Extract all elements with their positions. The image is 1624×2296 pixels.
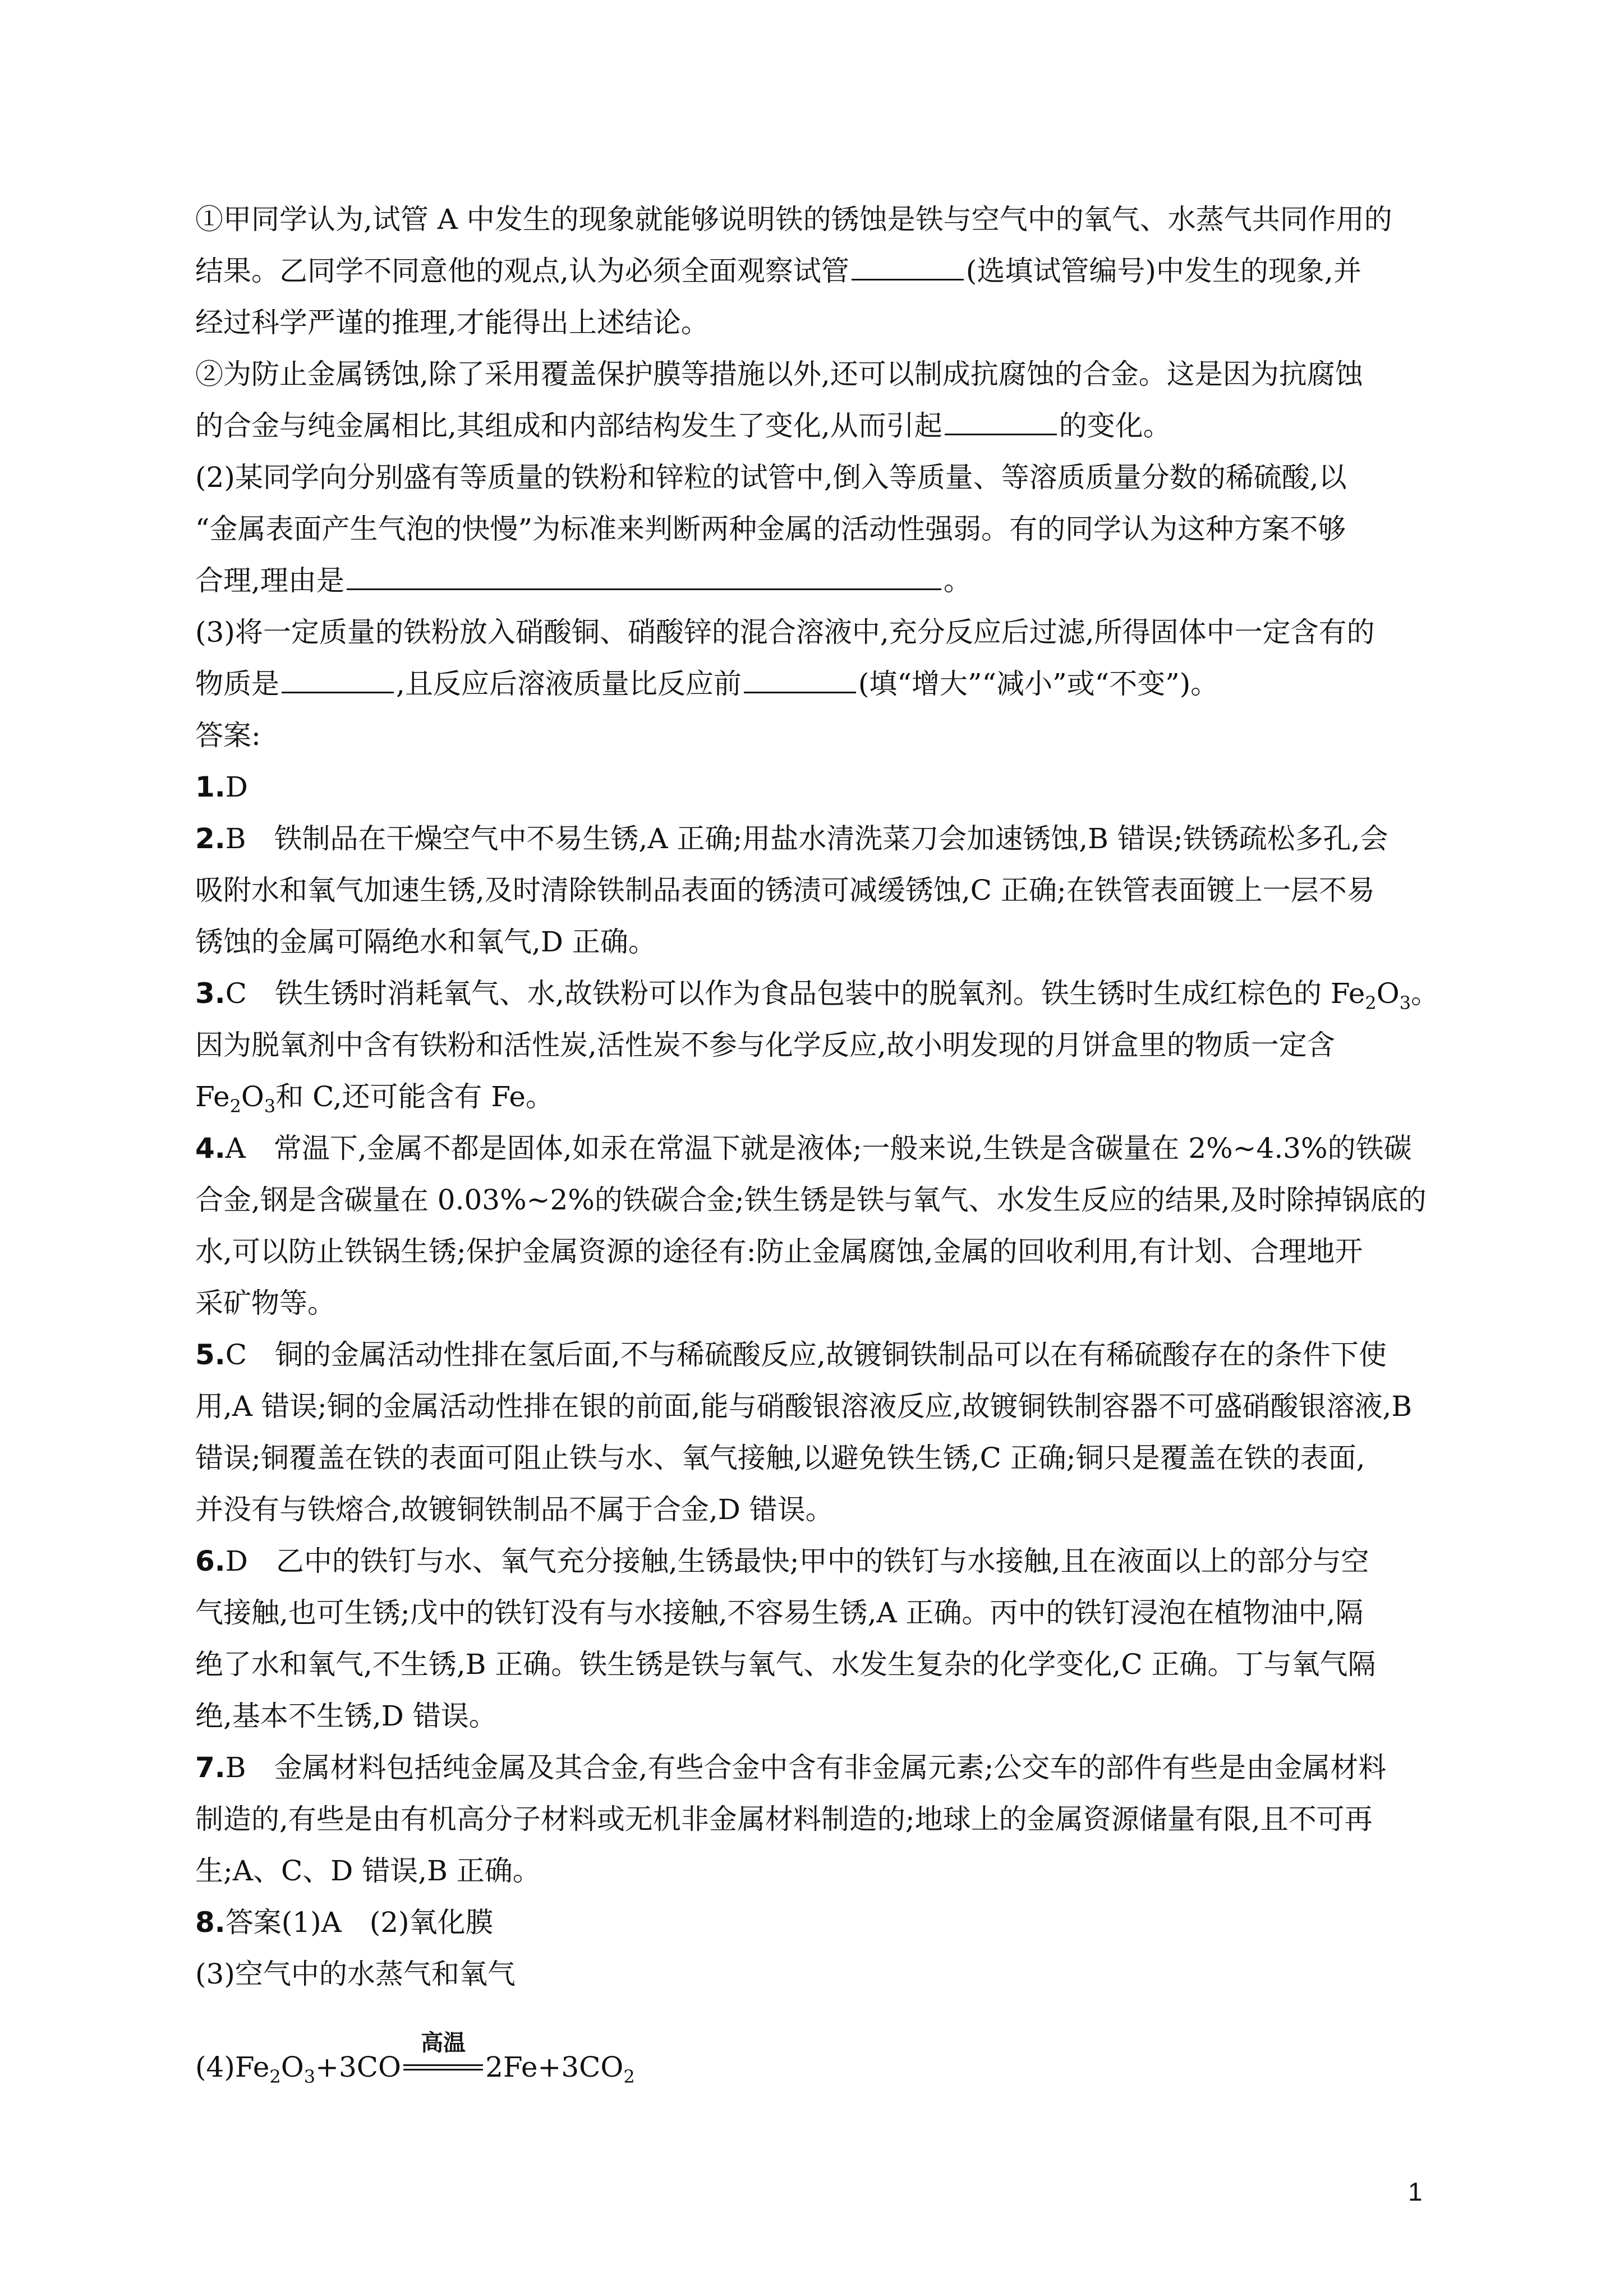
answer-6-line4: 绝,基本不生锈,D 错误。: [195, 1700, 497, 1732]
answer-5-line2: 用,A 错误;铜的金属活动性排在银的前面,能与硝酸银溶液反应,故镀铜铁制容器不可盛硝酸银溶液,B: [195, 1390, 1413, 1423]
answer-blank[interactable]: [852, 253, 964, 280]
q2-line2: “金属表面产生气泡的快慢”为标准来判断两种金属的活动性强弱。有的同学认为这种方案不够: [195, 513, 1346, 545]
document-body: [195, 194, 1446, 2106]
answer-8-line2: (3)空气中的水蒸气和氧气: [195, 1958, 516, 1990]
q3-line2: 物质是 ,且反应后溶液质量比反应前 (填“增大”“减小”或“不变”)。: [195, 658, 1446, 710]
answer-4-line1: 4.A 常温下,金属不都是固体,如汞在常温下就是液体;一般来说,生铁是含碳量在 2%~4.3%的铁碳: [195, 1132, 1412, 1165]
answer-2-line3: 锈蚀的金属可隔绝水和氧气,D 正确。: [195, 926, 656, 958]
q2-line1: (2)某同学向分别盛有等质量的铁粉和锌粒的试管中,倒入等质量、等溶质质量分数的稀硫酸,以: [195, 461, 1347, 494]
answer-number: 3.: [195, 977, 226, 1010]
answer-5-line1: 5.C 铜的金属活动性排在氢后面,不与稀硫酸反应,故镀铜铁制品可以在有稀硫酸存在的条件下使: [195, 1338, 1387, 1371]
q1-part2-line1: ②为防止金属锈蚀,除了采用覆盖保护膜等措施以外,还可以制成抗腐蚀的合金。这是因为抗腐蚀: [195, 358, 1363, 390]
q3-line1: (3)将一定质量的铁粉放入硝酸铜、硝酸锌的混合溶液中,充分反应后过滤,所得固体中一定含有的: [195, 616, 1375, 648]
answer-number: 7.: [195, 1751, 226, 1784]
answer-5-line4: 并没有与铁熔合,故镀铜铁制品不属于合金,D 错误。: [195, 1493, 834, 1526]
q1-part1-line3: 经过科学严谨的推理,才能得出上述结论。: [195, 306, 709, 339]
answer-6-line2: 气接触,也可生锈;戊中的铁钉没有与水接触,不容易生锈,A 正确。丙中的铁钉浸泡在植物油中,隔: [195, 1596, 1364, 1629]
answer-4-line4: 采矿物等。: [195, 1287, 335, 1319]
answer-blank[interactable]: [744, 666, 856, 693]
answer-3-line3: $Fe_2O_3$和 C,还可能含有 Fe。: [195, 1080, 554, 1117]
q1-part1-line2: 结果。乙同学不同意他的观点,认为必须全面观察试管 (选填试管编号)中发生的现象,并: [195, 245, 1446, 297]
answer-4-line2: 合金,钢是含碳量在 0.03%~2%的铁碳合金;铁生锈是铁与氧气、水发生反应的结果,及时除掉锅底的: [195, 1184, 1427, 1216]
answer-5-line3: 错误;铜覆盖在铁的表面可阻止铁与水、氧气接触,以避免铁生锈,C 正确;铜只是覆盖在铁的表面,: [195, 1442, 1365, 1474]
chemical-equation: $(4)Fe_2O_3+3CO$ 高温 $2Fe+3CO_2$: [195, 2030, 635, 2087]
answer-6-line1: 6.D 乙中的铁钉与水、氧气充分接触,生锈最快;甲中的铁钉与水接触,且在液面以上的部分与空: [195, 1545, 1369, 1577]
q1-part1-line1: ①甲同学认为,试管 A 中发生的现象就能够说明铁的锈蚀是铁与空气中的氧气、水蒸气共同作用的: [195, 203, 1392, 236]
answer-3-line1: 3.C 铁生锈时消耗氧气、水,故铁粉可以作为食品包装中的脱氧剂。铁生锈时生成红棕色的 $Fe_2O_3$。: [195, 977, 1439, 1014]
answer-7-line3: 生;A、C、D 错误,B 正确。: [195, 1855, 541, 1887]
answer-number: 8.: [195, 1906, 226, 1939]
answer-blank[interactable]: [347, 563, 941, 590]
page-number: 1: [1408, 2177, 1423, 2206]
answer-6-line3: 绝了水和氧气,不生锈,B 正确。铁生锈是铁与氧气、水发生复杂的化学变化,C 正确。丁与氧气隔: [195, 1648, 1376, 1681]
answer-number: 6.: [195, 1545, 226, 1577]
answers-header: 答案:: [195, 719, 261, 752]
answer-number: 1.: [195, 771, 226, 803]
answer-8-line1: 8.答案(1)A (2)氧化膜: [195, 1906, 494, 1939]
answer-1: 1.D: [195, 771, 248, 803]
answer-blank[interactable]: [945, 408, 1057, 435]
answer-2-line1: 2.B 铁制品在干燥空气中不易生锈,A 正确;用盐水清洗菜刀会加速锈蚀,B 错误;铁锈疏松多孔,会: [195, 822, 1388, 855]
q2-line3: 合理,理由是 。: [195, 555, 1446, 606]
answer-2-line2: 吸附水和氧气加速生锈,及时清除铁制品表面的锈渍可减缓锈蚀,C 正确;在铁管表面镀上一层不易: [195, 874, 1375, 907]
answer-blank[interactable]: [282, 666, 394, 693]
answer-4-line3: 水,可以防止铁锅生锈;保护金属资源的途径有:防止金属腐蚀,金属的回收利用,有计划、合理地开: [195, 1235, 1363, 1268]
answer-7-line1: 7.B 金属材料包括纯金属及其合金,有些合金中含有非金属元素;公交车的部件有些是由金属材料: [195, 1751, 1387, 1784]
answer-7-line2: 制造的,有些是由有机高分子材料或无机非金属材料制造的;地球上的金属资源储量有限,且不可再: [195, 1803, 1373, 1835]
answer-number: 2.: [195, 822, 226, 855]
answer-number: 5.: [195, 1338, 226, 1371]
answer-number: 4.: [195, 1132, 226, 1165]
q1-part2-line2: 的合金与纯金属相比,其组成和内部结构发生了变化,从而引起 的变化。: [195, 400, 1446, 452]
reaction-condition: 高温: [401, 2061, 485, 2078]
answer-3-line2: 因为脱氧剂中含有铁粉和活性炭,活性炭不参与化学反应,故小明发现的月饼盒里的物质一定含: [195, 1029, 1335, 1061]
